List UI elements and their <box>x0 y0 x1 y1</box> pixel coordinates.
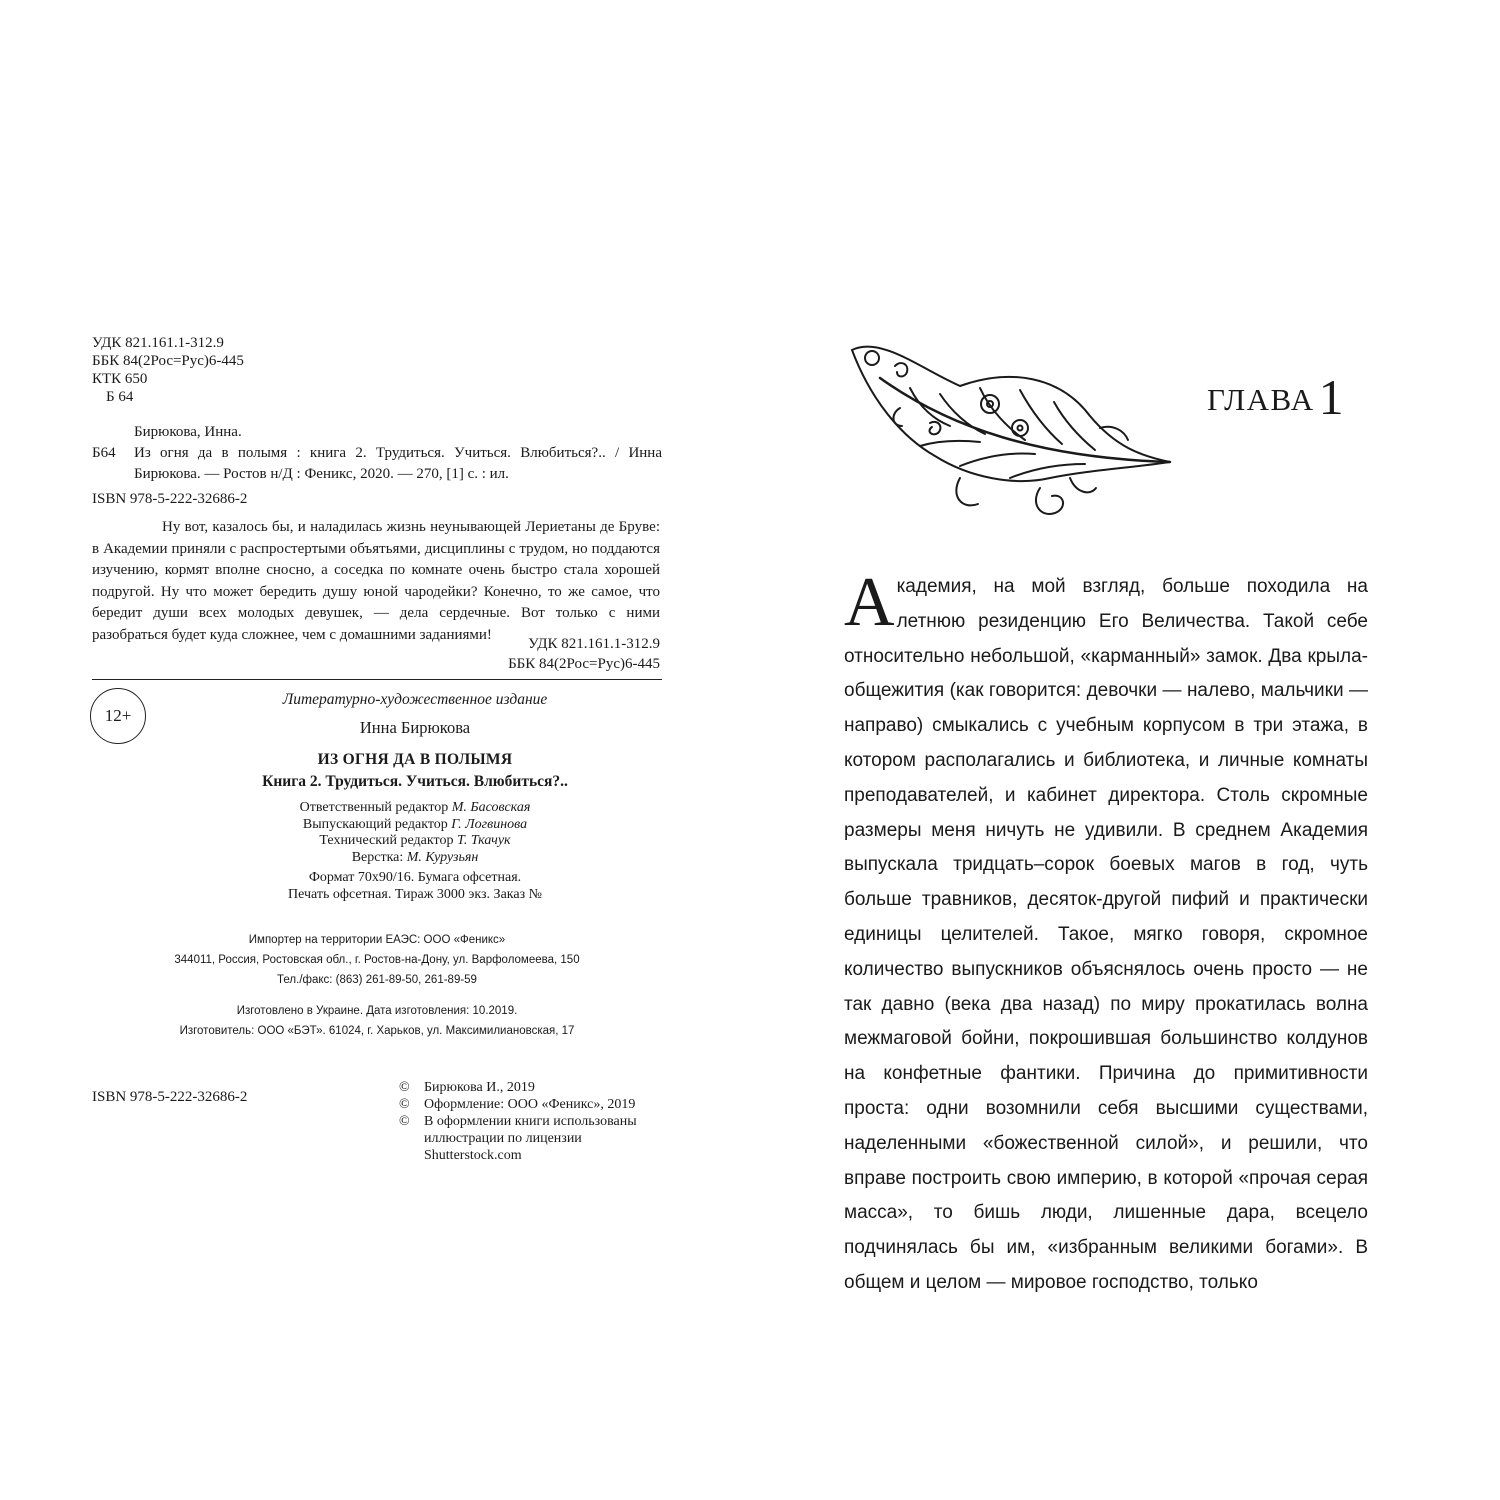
book-author: Инна Бирюкова <box>359 718 471 737</box>
credit-row: Ответственный редактор М. Басовская <box>299 800 531 815</box>
chapter-word: ГЛАВА <box>1207 382 1315 417</box>
biblio-label: Б64 <box>92 445 116 461</box>
importer-info: Импортер на территории ЕАЭС: ООО «Феникс» 344011, Россия, Ростовская обл., г. Ростов-на-Дону, ул. Варфоломеева, 150 Тел./факс: (863) 261-89-50, 261-89-59 <box>174 934 580 986</box>
chapter-number: 1 <box>1318 369 1346 425</box>
feather-icon <box>840 328 1200 528</box>
book-subtitle: Книга 2. Трудиться. Учиться. Влюбиться?.. <box>262 773 568 790</box>
credit-row: Верстка: М. Курузьян <box>351 849 479 865</box>
isbn-bottom: ISBN 978-5-222-32686-2 <box>92 1089 248 1105</box>
chapter-body <box>844 564 1368 1301</box>
classification-codes <box>92 334 244 406</box>
biblio-description: Из огня да в полымя : книга 2. Трудиться. Учиться. Влюбиться?.. / Инна Бирюкова. — Ростов н/Д : Феникс, 2020. — 270, [1] с. : ил. <box>134 445 662 482</box>
chapter-heading <box>1207 368 1345 426</box>
ktk-code: КТК 650 <box>92 371 148 387</box>
bibliographic-record <box>92 422 662 485</box>
book-title: ИЗ ОГНЯ ДА В ПОЛЫМЯ <box>317 751 513 768</box>
manufacture-info: Изготовлено в Украине. Дата изготовления: 10.2019. Изготовитель: ООО «БЭТ». 61024, г. Харьков, ул. Максимилиановская, 17 <box>179 1005 575 1037</box>
udk-code: УДК 821.161.1-312.9 <box>92 335 224 351</box>
body-text: кадемия, на мой взгляд, больше походила на летнюю резиденцию Его Величества. Такой себе относительно небольшой, «карманный» замок. Два крыла-общежития (как говорится: девочки — налево, мальчики — направо) смыкались с учебным корпусом в три этажа, в котором располагались и библиотека, и личные комнаты преподавателей, и кабинет директора. Столь скромные размеры меня ничуть не удивили. В среднем Академия выпускала тридцать–сорок боевых магов в год, чуть больше травников, десяток-другой пифий и практически единицы целителей. Такое, мягко говоря, скромное количество выпускников объяснялось очень просто — не так давно (века два назад) по миру прокатилась волна межмаговой бойни, покрошившая большинство колдунов на конфетные фантики. Причина до примитивности проста: одни возомнили себя высшими существами, наделенными «божественной силой», и решили, что вправе построить свою империю, в которой «прочая серая масса», то бишь люди, лишенные дара, всецело подчинялась бы им, «избранным великими богами». В общем и целом — мировое господство, только <box>844 576 1368 1293</box>
age-rating-badge: 12+ <box>90 688 146 744</box>
bbk-code: ББК 84(2Рос=Рус)6-445 <box>92 353 244 369</box>
credits-list <box>170 800 660 866</box>
divider <box>92 679 662 680</box>
copyright-icon: © <box>399 1080 410 1095</box>
credit-row: Технический редактор Т. Ткачук <box>319 833 511 848</box>
udk-right: УДК 821.161.1-312.9 <box>528 636 660 652</box>
classification-right <box>370 634 660 674</box>
author-heading: Бирюкова, Инна. <box>134 424 242 440</box>
drop-cap: А <box>844 564 895 641</box>
copyright-icon: © <box>399 1114 410 1129</box>
genre-line: Литературно-художественное издание <box>282 691 548 708</box>
bbk-right: ББК 84(2Рос=Рус)6-445 <box>508 656 660 672</box>
copyright-block: © Бирюкова И., 2019 © Оформление: ООО «Феникс», 2019 © В оформлении книги использованы иллюстрации по лицензии Shutterstock.com <box>399 1080 637 1163</box>
copyright-icon: © <box>399 1097 410 1112</box>
print-format: Формат 70x90/16. Бумага офсетная. Печать офсетная. Тираж 3000 экз. Заказ № <box>288 870 542 902</box>
credit-row: Выпускающий редактор Г. Логвинова <box>302 816 528 832</box>
isbn-top: ISBN 978-5-222-32686-2 <box>92 491 248 507</box>
annotation: Ну вот, казалось бы, и наладилась жизнь неунывающей Лериетаны де Брувe: в Академии приняли с распростертыми объятьями, дисциплины с трудом, но поддаются изучению, кормят вполне сносно, а соседка по комнате очень быстро стала хорошей подругой. Ну что может бередить душу юной чародейки? Конечно, то же самое, что бередит души всех молодых девушек, — дела сердечные. Вот только с ними разобраться будет куда сложнее, чем с домашними заданиями! <box>92 519 660 643</box>
author-mark: Б 64 <box>106 389 134 405</box>
